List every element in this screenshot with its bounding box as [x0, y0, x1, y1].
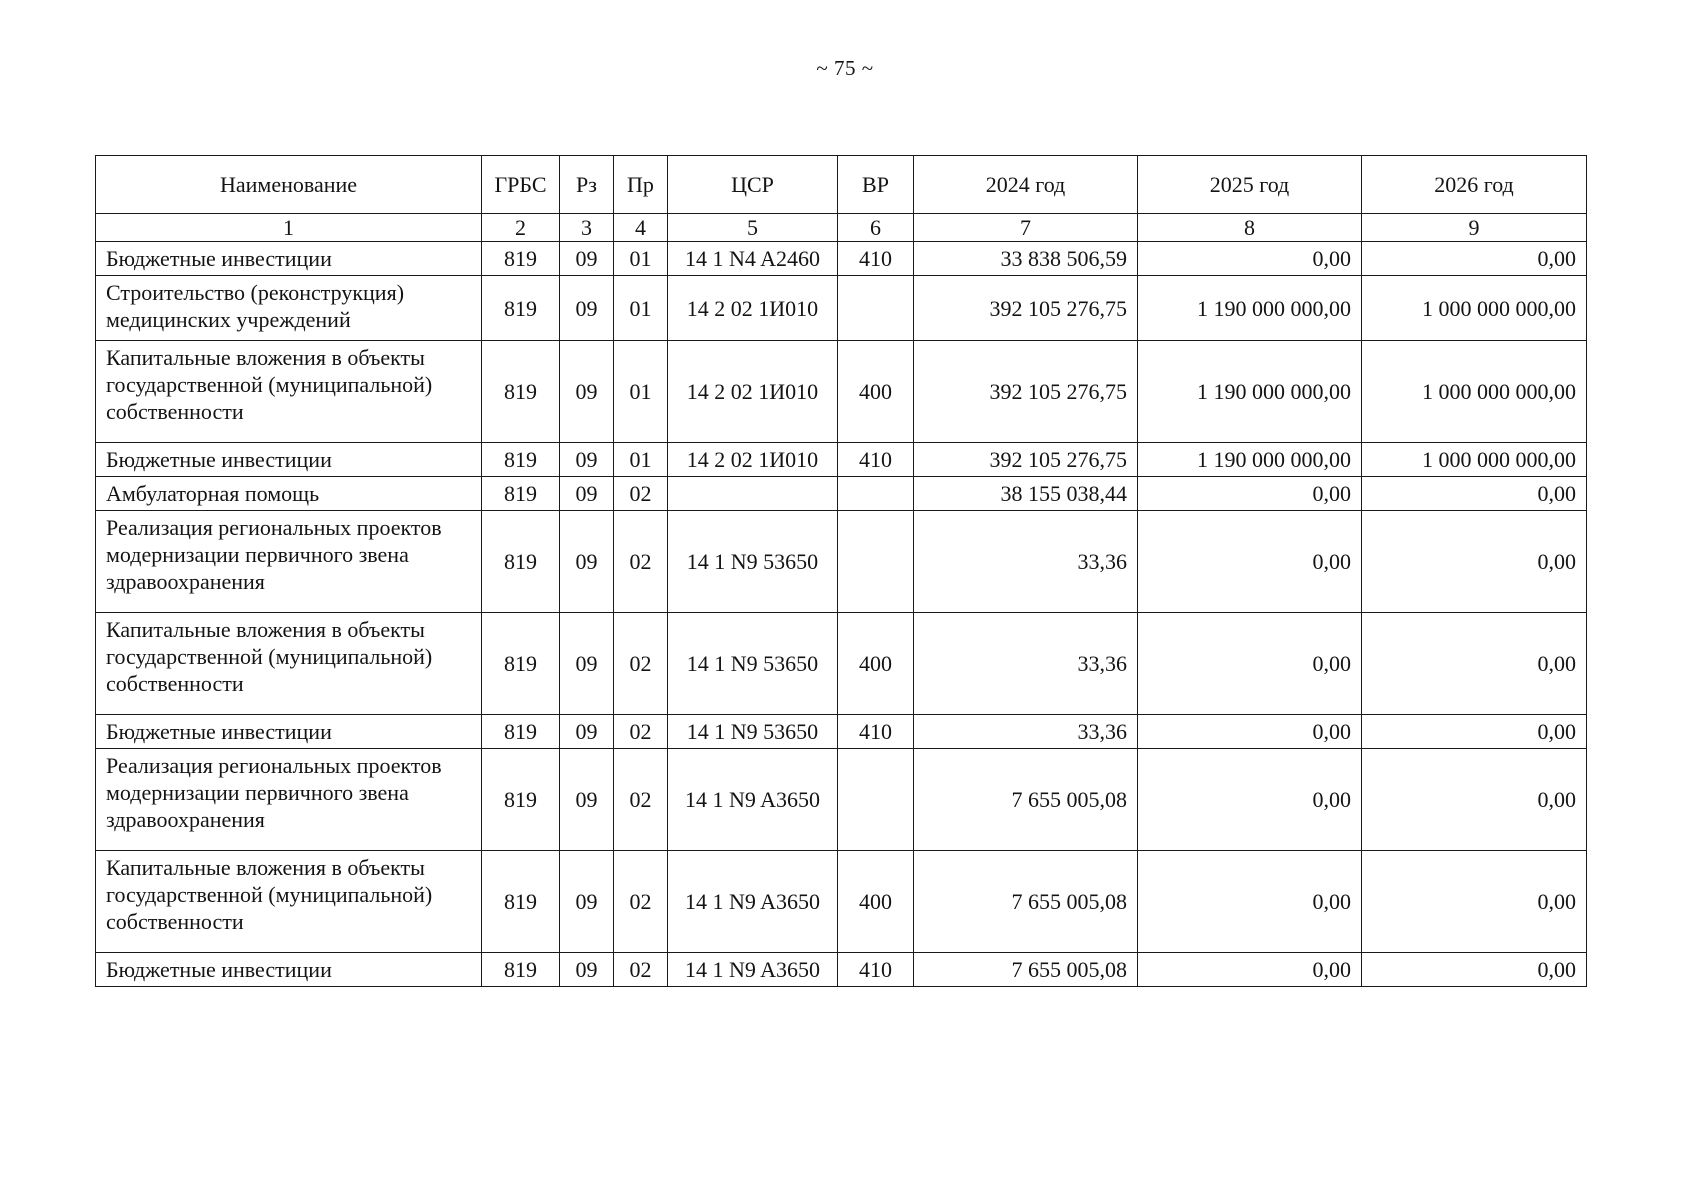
row-2026: 0,00: [1362, 511, 1587, 613]
row-csr: 14 1 N4 A2460: [668, 242, 838, 276]
row-rz: 09: [560, 613, 614, 715]
row-rz: 09: [560, 715, 614, 749]
row-pr: 02: [614, 477, 668, 511]
column-number: 6: [838, 214, 914, 242]
column-number: 3: [560, 214, 614, 242]
table-row: [96, 276, 1587, 341]
row-2024: 38 155 038,44: [914, 477, 1138, 511]
row-grbs: 819: [482, 341, 560, 443]
column-number: 5: [668, 214, 838, 242]
row-2024: 7 655 005,08: [914, 851, 1138, 953]
row-2026: 0,00: [1362, 613, 1587, 715]
row-2024: 392 105 276,75: [914, 443, 1138, 477]
header-vr: ВР: [838, 156, 914, 214]
row-2025: 0,00: [1138, 749, 1362, 851]
row-pr: 02: [614, 613, 668, 715]
row-2026: 0,00: [1362, 242, 1587, 276]
row-name: Капитальные вложения в объекты государственной (муниципальной) собственности: [96, 341, 482, 443]
table-row: [96, 511, 1587, 613]
row-name: Строительство (реконструкция) медицинских учреждений: [96, 276, 482, 341]
row-pr: 02: [614, 749, 668, 851]
row-csr: 14 2 02 1И010: [668, 443, 838, 477]
row-2026: 0,00: [1362, 715, 1587, 749]
row-rz: 09: [560, 276, 614, 341]
row-2026: 0,00: [1362, 749, 1587, 851]
row-vr: 410: [838, 953, 914, 987]
row-grbs: 819: [482, 953, 560, 987]
row-name: Реализация региональных проектов модернизации первичного звена здравоохранения: [96, 749, 482, 851]
table-row: [96, 851, 1587, 953]
header-2026: 2026 год: [1362, 156, 1587, 214]
header-2024: 2024 год: [914, 156, 1138, 214]
table-header-row: [96, 156, 1587, 214]
row-2024: 33 838 506,59: [914, 242, 1138, 276]
header-pr: Пр: [614, 156, 668, 214]
row-grbs: 819: [482, 443, 560, 477]
header-name: Наименование: [96, 156, 482, 214]
page-number: ~ 75 ~: [816, 56, 874, 80]
header-grbs: ГРБС: [482, 156, 560, 214]
row-rz: 09: [560, 851, 614, 953]
row-2025: 0,00: [1138, 242, 1362, 276]
row-2025: 0,00: [1138, 511, 1362, 613]
row-vr: [838, 749, 914, 851]
budget-table: [95, 155, 1587, 987]
row-grbs: 819: [482, 715, 560, 749]
row-csr: 14 1 N9 A3650: [668, 851, 838, 953]
table-row: [96, 242, 1587, 276]
table-row: [96, 443, 1587, 477]
row-pr: 02: [614, 511, 668, 613]
row-grbs: 819: [482, 477, 560, 511]
row-vr: 400: [838, 613, 914, 715]
row-pr: 01: [614, 242, 668, 276]
column-number: 4: [614, 214, 668, 242]
row-rz: 09: [560, 511, 614, 613]
table-row: [96, 477, 1587, 511]
row-2026: 0,00: [1362, 477, 1587, 511]
row-name: Реализация региональных проектов модернизации первичного звена здравоохранения: [96, 511, 482, 613]
row-name: Бюджетные инвестиции: [96, 242, 482, 276]
row-2026: 0,00: [1362, 851, 1587, 953]
table-row: [96, 341, 1587, 443]
row-csr: 14 1 N9 A3650: [668, 749, 838, 851]
row-name: Капитальные вложения в объекты государственной (муниципальной) собственности: [96, 851, 482, 953]
row-pr: 02: [614, 715, 668, 749]
row-2024: 33,36: [914, 715, 1138, 749]
row-vr: 410: [838, 443, 914, 477]
column-number: 7: [914, 214, 1138, 242]
row-rz: 09: [560, 953, 614, 987]
row-csr: 14 1 N9 53650: [668, 613, 838, 715]
row-pr: 01: [614, 276, 668, 341]
row-grbs: 819: [482, 242, 560, 276]
row-2025: 0,00: [1138, 477, 1362, 511]
row-vr: [838, 477, 914, 511]
row-grbs: 819: [482, 749, 560, 851]
row-2025: 0,00: [1138, 613, 1362, 715]
column-number: 1: [96, 214, 482, 242]
row-rz: 09: [560, 341, 614, 443]
column-number-row: [96, 214, 1587, 242]
row-rz: 09: [560, 242, 614, 276]
row-2025: 0,00: [1138, 953, 1362, 987]
row-pr: 02: [614, 851, 668, 953]
row-2024: 392 105 276,75: [914, 341, 1138, 443]
row-rz: 09: [560, 749, 614, 851]
row-vr: [838, 511, 914, 613]
row-name: Капитальные вложения в объекты государственной (муниципальной) собственности: [96, 613, 482, 715]
row-pr: 01: [614, 443, 668, 477]
column-number: 2: [482, 214, 560, 242]
row-2024: 33,36: [914, 613, 1138, 715]
row-grbs: 819: [482, 613, 560, 715]
row-2026: 1 000 000 000,00: [1362, 341, 1587, 443]
row-2024: 33,36: [914, 511, 1138, 613]
header-rz: Рз: [560, 156, 614, 214]
row-2026: 1 000 000 000,00: [1362, 443, 1587, 477]
row-csr: 14 1 N9 53650: [668, 715, 838, 749]
row-grbs: 819: [482, 851, 560, 953]
row-vr: 410: [838, 242, 914, 276]
row-2025: 1 190 000 000,00: [1138, 276, 1362, 341]
row-grbs: 819: [482, 276, 560, 341]
row-csr: 14 1 N9 A3650: [668, 953, 838, 987]
row-rz: 09: [560, 443, 614, 477]
row-2025: 1 190 000 000,00: [1138, 341, 1362, 443]
table-row: [96, 953, 1587, 987]
row-2025: 0,00: [1138, 715, 1362, 749]
header-csr: ЦСР: [668, 156, 838, 214]
row-name: Бюджетные инвестиции: [96, 443, 482, 477]
row-grbs: 819: [482, 511, 560, 613]
row-2024: 7 655 005,08: [914, 953, 1138, 987]
row-csr: 14 2 02 1И010: [668, 341, 838, 443]
row-name: Бюджетные инвестиции: [96, 953, 482, 987]
row-2026: 0,00: [1362, 953, 1587, 987]
header-2025: 2025 год: [1138, 156, 1362, 214]
row-2025: 0,00: [1138, 851, 1362, 953]
row-2024: 7 655 005,08: [914, 749, 1138, 851]
row-vr: 410: [838, 715, 914, 749]
row-2025: 1 190 000 000,00: [1138, 443, 1362, 477]
row-vr: [838, 276, 914, 341]
table-row: [96, 749, 1587, 851]
row-pr: 02: [614, 953, 668, 987]
row-vr: 400: [838, 851, 914, 953]
row-name: Бюджетные инвестиции: [96, 715, 482, 749]
row-pr: 01: [614, 341, 668, 443]
row-vr: 400: [838, 341, 914, 443]
row-csr: 14 1 N9 53650: [668, 511, 838, 613]
row-name: Амбулаторная помощь: [96, 477, 482, 511]
row-csr: 14 2 02 1И010: [668, 276, 838, 341]
table-row: [96, 613, 1587, 715]
table-row: [96, 715, 1587, 749]
row-csr: [668, 477, 838, 511]
column-number: 9: [1362, 214, 1587, 242]
column-number: 8: [1138, 214, 1362, 242]
row-rz: 09: [560, 477, 614, 511]
row-2026: 1 000 000 000,00: [1362, 276, 1587, 341]
row-2024: 392 105 276,75: [914, 276, 1138, 341]
